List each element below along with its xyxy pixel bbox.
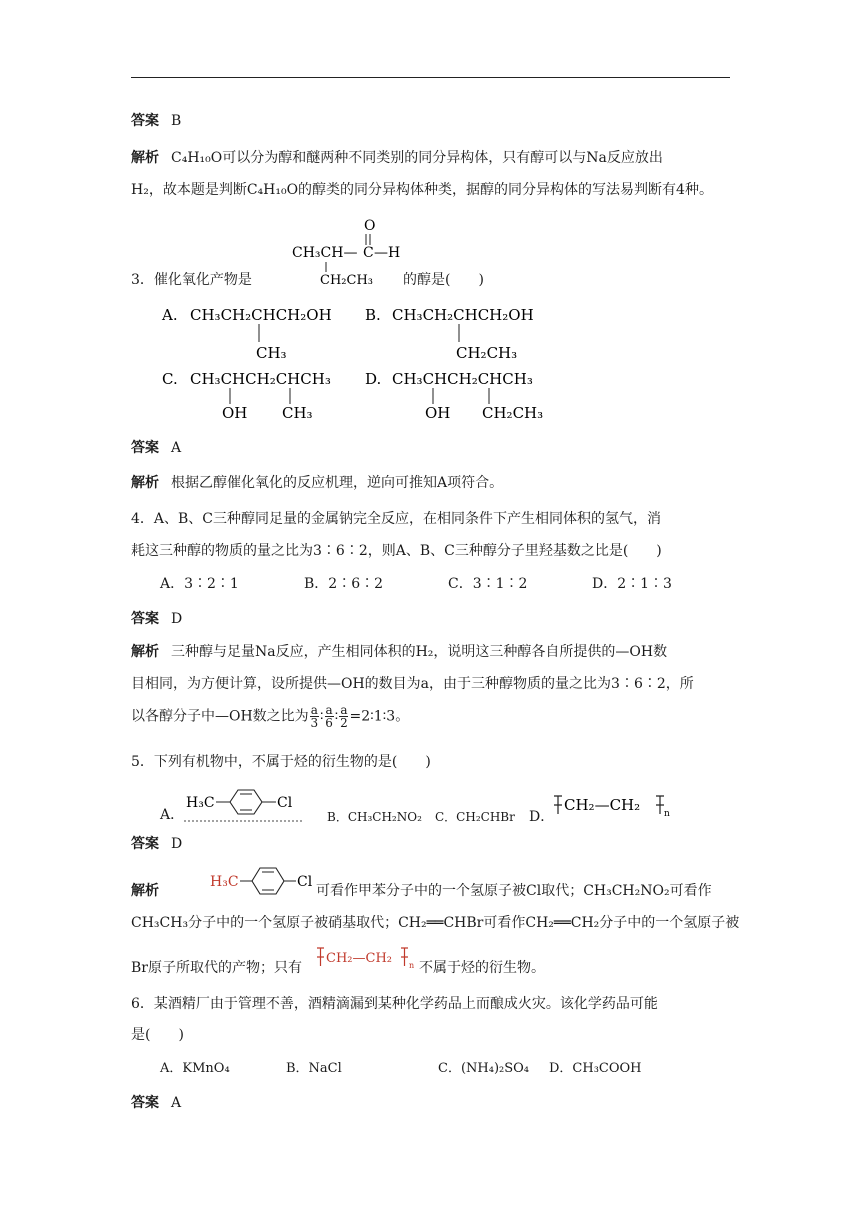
q3-option-c-branch2: CH₃ [282, 404, 313, 422]
q3-option-a-main: CH₃CH₂CHCH₂OH [190, 306, 332, 324]
q3-option-c-letter: C. [162, 370, 178, 388]
answer-label: 答案 [131, 836, 159, 852]
q5-analysis-polyethylene [313, 944, 417, 972]
q4-answer-line [131, 609, 182, 629]
answer-label: 答案 [131, 113, 159, 129]
q5-analysis-h3c: H₃C [210, 874, 239, 890]
q5-analysis-text-3-prefix: Br原子所取代的产物；只有 [131, 960, 302, 976]
q2-analysis-text-2: H₂，故本题是判断C₄H₁₀O的醇类的同分异构体种类，据醇的同分异构体的写法易判断有4种。 [131, 182, 713, 198]
q3-option-c-main: CH₃CHCH₂CHCH₃ [190, 370, 331, 388]
q3-option-b-branch: CH₂CH₃ [456, 344, 518, 362]
fraction-a-3: $\frac{a}{3}$ [310, 703, 319, 730]
q3-options [160, 302, 560, 424]
q6-stem-line-1 [131, 994, 658, 1014]
q2-analysis-line-2 [131, 180, 713, 200]
q4-analysis-line-3: 以各醇分子中—OH数之比为 $\frac{a}{3}$ ∶ $\frac{a}{6}$ ∶ $\frac{a}{2}$ =2∶1∶3。 [131, 703, 410, 730]
analysis-label: 解析 [131, 150, 159, 166]
q3-option-b-main: CH₃CH₂CHCH₂OH [392, 306, 534, 324]
q5-option-a-structure [184, 785, 306, 825]
q5-analysis-text-3-suffix: 不属于烃的衍生物。 [419, 960, 545, 976]
q5-d-n: n [664, 809, 670, 819]
q3-product-main-right: —H [374, 245, 401, 261]
q3-option-d-letter: D. [365, 370, 382, 388]
q3-answer-line [131, 438, 181, 458]
fraction-a-2: $\frac{a}{2}$ [340, 703, 348, 730]
q6-answer-line [131, 1093, 181, 1113]
q6-stem-line-2 [131, 1025, 184, 1045]
q5-d-chain: CH₂—CH₂ [564, 796, 641, 814]
q5-stem-line [131, 752, 431, 772]
q5-option-a-letter: A． [160, 807, 185, 823]
q5-analysis-line-1 [131, 881, 171, 901]
answer-label: 答案 [131, 611, 159, 627]
q3-option-b-letter: B. [365, 306, 381, 324]
q2-answer: B [171, 113, 182, 129]
q3-analysis-line [131, 473, 503, 493]
q5-analysis-poly-n: n [409, 961, 415, 970]
q4-stem-line-1 [131, 509, 661, 529]
answer-label: 答案 [131, 1095, 159, 1111]
q3-product-o: O [364, 218, 376, 234]
q4-analysis-line-2 [131, 674, 694, 694]
q3-option-d-main: CH₃CHCH₂CHCH₃ [392, 370, 533, 388]
q4-option-d: D．2∶1∶3 [592, 576, 672, 592]
q3-stem [131, 270, 252, 290]
q6-option-b: B．NaCl [286, 1061, 342, 1076]
q5-analysis-line-3-text [419, 958, 545, 978]
q6-option-c: C．(NH₄)₂SO₄ [438, 1061, 530, 1076]
q3-option-d-branch2: CH₂CH₃ [482, 404, 544, 422]
q5-stem-text: 5．下列有机物中，不属于烃的衍生物的是( ) [131, 754, 431, 770]
q3-stem-suffix: 的醇是( ) [403, 272, 484, 288]
q4-analysis-text-3-prefix: 以各醇分子中—OH数之比为 [131, 708, 309, 725]
q4-stem-text-1: 4．A、B、C三种醇同足量的金属钠完全反应，在相同条件下产生相同体积的氢气，消 [131, 511, 662, 527]
q4-stem-line-2 [131, 541, 662, 561]
q5-analysis-line-2 [131, 913, 739, 933]
q3-product-branch: CH₂CH₃ [320, 273, 373, 288]
analysis-label: 解析 [131, 475, 159, 491]
q4-stem-text-2: 耗这三种醇的物质的量之比为3∶6∶2，则A、B、C三种醇分子里羟基数之比是( ) [131, 543, 662, 559]
q3-product-structure [288, 212, 408, 290]
q6-stem-text-1: 6．某酒精厂由于管理不善，酒精滴漏到某种化学药品上而酿成火灾。该化学药品可能 [131, 996, 658, 1012]
q5-option-c: C．CH₂CHBr [435, 810, 515, 824]
q5-analysis-text-2: CH₃CH₃分子中的一个氢原子被硝基取代；CH₂══CHBr可看作CH₂══CH₂分子中的一个氢原子被 [131, 915, 740, 931]
q4-analysis-text-3-suffix: =2∶1∶3。 [349, 708, 410, 725]
q3-option-c-branch1: OH [222, 404, 248, 422]
q5-analysis-line-1-text [316, 881, 712, 901]
q4-answer: D [171, 611, 183, 627]
q4-analysis-text-1: 三种醇与足量Na反应，产生相同体积的H₂，说明这三种醇各自所提供的—OH数 [171, 644, 668, 660]
analysis-label: 解析 [131, 883, 159, 899]
q5-answer-line [131, 834, 182, 854]
q3-product-main-mid: C [363, 245, 374, 261]
q5-analysis-poly-chain: CH₂—CH₂ [326, 951, 392, 966]
q4-option-c: C．3∶1∶2 [448, 576, 528, 592]
q3-option-a-letter: A. [162, 306, 178, 324]
q5-analysis-text-1: 可看作甲苯分子中的一个氢原子被Cl取代；CH₃CH₂NO₂可看作 [316, 883, 712, 899]
q2-analysis-text-1: C₄H₁₀O可以分为醇和醚两种不同类别的同分异构体，只有醇可以与Na反应放出 [171, 150, 663, 166]
q4-analysis-line-1 [131, 642, 667, 662]
fraction-a-6: $\frac{a}{6}$ [325, 703, 333, 730]
q5-analysis-cl: Cl [297, 874, 313, 890]
q3-stem-suffix-wrap [403, 270, 484, 290]
q3-option-d-branch1: OH [425, 404, 451, 422]
q2-answer-line [131, 111, 181, 131]
q5-a-h3c: H₃C [186, 795, 215, 811]
q5-analysis-line-3 [131, 958, 302, 978]
q5-option-d-structure [548, 790, 674, 820]
q5-option-d-letter: D． [529, 809, 555, 825]
q3-product-main-left: CH₃CH— [292, 245, 358, 261]
header-rule [131, 77, 730, 78]
analysis-label: 解析 [131, 644, 159, 660]
q6-answer: A [171, 1095, 182, 1111]
q5-answer: D [171, 836, 183, 852]
q3-option-a-branch: CH₃ [256, 344, 287, 362]
q6-option-a: A．KMnO₄ [160, 1061, 230, 1076]
q4-analysis-text-2: 目相同，为方便计算，设所提供—OH的数目为a，由于三种醇物质的量之比为3∶6∶2，所 [131, 676, 694, 692]
q2-analysis-line-1 [131, 148, 663, 168]
q6-option-d: D．CH₃COOH [549, 1061, 642, 1076]
q3-analysis-text: 根据乙醇催化氧化的反应机理，逆向可推知A项符合。 [171, 475, 504, 491]
q4-option-b: B．2∶6∶2 [304, 576, 384, 592]
q4-option-a: A．3∶2∶1 [160, 576, 239, 592]
q3-stem-prefix: 3．催化氧化产物是 [131, 272, 252, 288]
q5-a-cl: Cl [277, 795, 293, 811]
q3-answer: A [171, 440, 182, 456]
q6-stem-text-2: 是( ) [131, 1027, 184, 1043]
q5-analysis-toluene-structure [208, 860, 318, 900]
answer-label: 答案 [131, 440, 159, 456]
q5-option-b: B．CH₃CH₂NO₂ [327, 810, 422, 824]
